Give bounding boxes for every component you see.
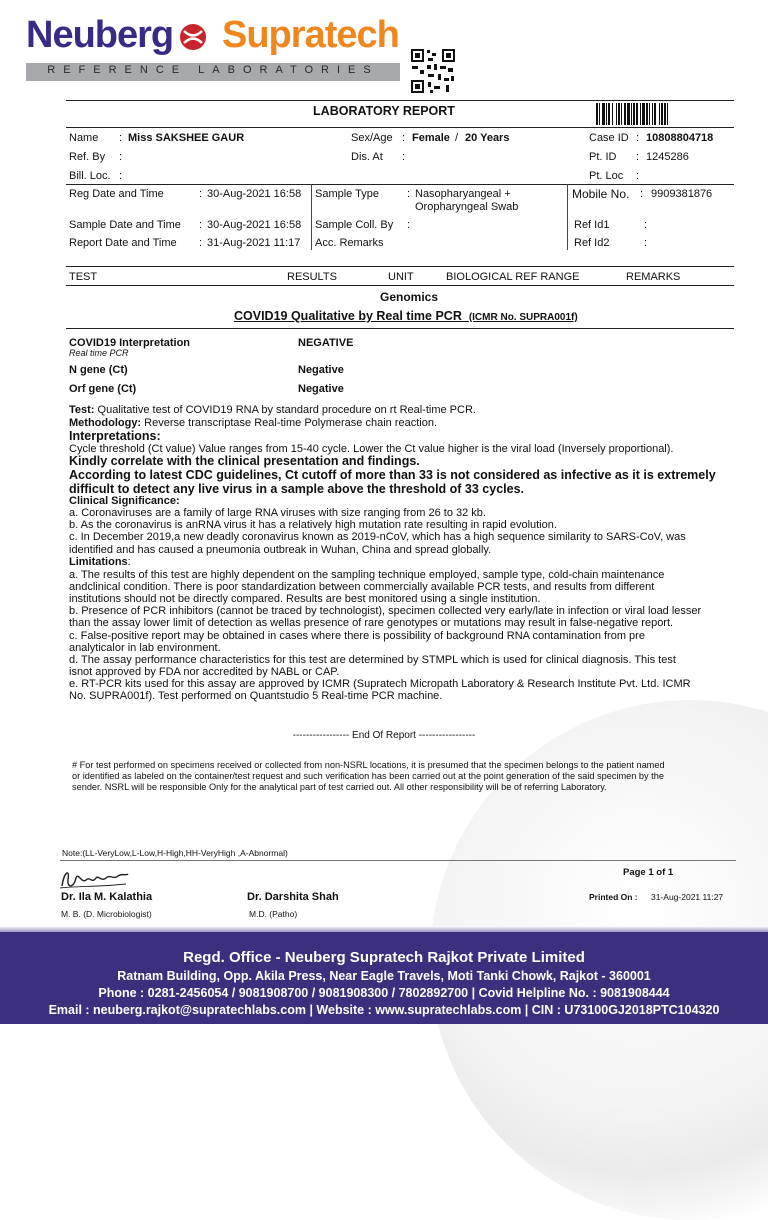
result-name: N gene (Ct) [69, 364, 128, 376]
refby-label: Ref. By [69, 151, 106, 163]
slash: / [455, 132, 459, 144]
divider [66, 184, 734, 185]
colon: : [407, 188, 411, 200]
divider [66, 328, 734, 329]
colon: : [636, 151, 640, 163]
signature-icon [58, 866, 130, 892]
colon: : [199, 219, 203, 231]
correlate-note: Kindly correlate with the clinical presentation and findings. [69, 454, 420, 468]
page-number: Page 1 of 1 [623, 867, 674, 878]
limitation-a3: institutions should not be directly compared. Results are best monitored using a single institution. [69, 593, 541, 605]
mobile-label: Mobile No. [572, 187, 630, 201]
clinical-a: a. Coronaviruses are a family of large RNA viruses with size ranging from 26 to 32 kb. [69, 507, 486, 519]
samplecoll-label: Sample Coll. By [315, 219, 394, 231]
clinical-heading: Clinical Significance: [69, 495, 180, 507]
limitation-b2: than the assay lower limit of detection as wellas presence of rare genotypes or mutations may result in false-negative report. [69, 617, 674, 629]
printed-label: Printed On : [589, 892, 638, 902]
colon: : [199, 237, 203, 249]
footer-band [0, 932, 768, 1024]
colon: : [644, 237, 648, 249]
method-note-text: Reverse transcriptase Real-time Polymerase chain reaction. [141, 417, 438, 429]
refid1-label: Ref Id1 [574, 219, 610, 231]
limitations-colon: : [127, 556, 131, 568]
colon: : [119, 132, 123, 144]
signatory-qualification: M. B. (D. Microbiologist) [61, 909, 152, 919]
end-of-report: ----------------- End Of Report ----------------- [292, 730, 476, 741]
icmr-number: (ICMR No. SUPRA001f) [468, 312, 578, 323]
col-remarks: REMARKS [626, 271, 681, 283]
reportdate-label: Report Date and Time [69, 237, 177, 249]
disclaimer-line: or identified as labeled on the container/test request and such verification has been carried out at the point generation of the said specimen by the [72, 770, 664, 781]
report-date: 31-Aug-2021 11:17 [207, 237, 301, 249]
sampledate-label: Sample Date and Time [69, 219, 181, 231]
billloc-label: Bill. Loc. [69, 170, 111, 182]
test-note [69, 404, 739, 417]
limitation-e1: e. RT-PCR kits used for this assay are approved by ICMR (Supratech Micropath Laboratory & Research Institute Pvt. Ltd. ICMR [69, 678, 691, 690]
test-name-text: COVID19 Qualitative by Real time PCR [234, 309, 462, 323]
result-value: Negative [298, 383, 344, 395]
disat-label: Dis. At [351, 151, 383, 163]
sample-type-2: Oropharyngeal Swab [415, 201, 519, 213]
col-unit: UNIT [388, 271, 414, 283]
signatory-name: Dr. Ila M. Kalathia [61, 891, 153, 903]
limitation-d2: isnot approved by FDA nor accredited by NABL or CAP. [69, 666, 340, 678]
signatory-name: Dr. Darshita Shah [247, 891, 339, 903]
divider [567, 184, 568, 250]
caseid-label: Case ID [589, 132, 629, 144]
limitation-e2: No. SUPRA001f). Test performed on Quantstudio 5 Real-time PCR machine. [69, 690, 443, 702]
result-value: NEGATIVE [298, 337, 354, 349]
col-results: RESULTS [287, 271, 337, 283]
clinical-c2: identified and has caused a pneumonia outbreak in Wuhan, China and spread globally. [69, 544, 492, 556]
limitation-d1: d. The assay performance characteristics for this test are determined by STMPL which is used for clinical diagnosis. This test [69, 654, 676, 666]
sexage-label: Sex/Age [351, 132, 393, 144]
limitation-c1: c. False-positive report may be obtained in cases where there is possibility of background RNA contamination from pre [69, 630, 645, 642]
reg-date: 30-Aug-2021 16:58 [207, 188, 302, 200]
sample-type-1: Nasopharyangeal + [415, 188, 511, 200]
mobile-number: 9909381876 [651, 188, 713, 200]
disclaimer-line: sender. NSRL will be responsible Only for the analytical part of test carried out. All other responsibility will be of referring Laboratory. [72, 781, 607, 792]
disclaimer-line: # For test performed on specimens received or collected from non-NSRL locations, it is presumed that the specimen belongs to the patient named [72, 760, 665, 770]
colon: : [402, 151, 406, 163]
divider [66, 266, 734, 267]
col-bio-ref: BIOLOGICAL REF RANGE [446, 271, 580, 283]
printed-date: 31-Aug-2021 11:27 [651, 892, 724, 902]
interp-text: Cycle threshold (Ct value) Value ranges from 15-40 cycle. Lower the Ct value higher is the viral load (Inversely proportional). [69, 443, 674, 455]
method-note-label: Methodology: [69, 417, 142, 429]
limitation-b1: b. Presence of PCR inhibitors (cannot be traced by technologist), specimen collected very early/late in infection or viral load lesser [69, 605, 702, 617]
colon: : [199, 188, 203, 200]
cdc-note-2: difficult to detect any live virus in a sample above the threshold of 33 cycles. [69, 482, 524, 496]
brand-neuberg: Neuberg [26, 14, 174, 56]
test-note-label: Test: [69, 404, 95, 416]
limitation-c2: analyticalor in lab environment. [69, 642, 221, 654]
colon: : [636, 170, 640, 182]
ptloc-label: Pt. Loc [589, 170, 624, 182]
clinical-b: b. As the coronavirus is anRNA virus it has a relatively high mutation rate resulting in rapid evolution. [69, 519, 557, 531]
col-test: TEST [69, 271, 98, 283]
colon: : [636, 132, 640, 144]
divider [66, 100, 734, 101]
refid2-label: Ref Id2 [574, 237, 610, 249]
clinical-c1: c. In December 2019,a new deadly coronavirus known as 2019-nCoV, which has a high sequence similarity to SARS-CoV, was [69, 531, 686, 543]
divider [311, 184, 312, 250]
colon: : [402, 132, 406, 144]
divider [60, 860, 736, 861]
limitations-label: Limitations [69, 556, 128, 568]
divider [66, 285, 734, 286]
result-sub: Real time PCR [69, 348, 129, 358]
result-name: Orf gene (Ct) [69, 383, 137, 395]
test-name [234, 309, 578, 323]
patient-sex: Female [412, 132, 450, 144]
name-label: Name [69, 132, 99, 144]
ptid-label: Pt. ID [589, 151, 617, 163]
cdc-note-1: According to latest CDC guidelines, Ct cutoff of more than 33 is not considered as infective as it is extremely [69, 468, 716, 482]
result-name: COVID19 Interpretation [69, 337, 191, 349]
dna-logo-icon [178, 22, 208, 52]
footer-email: Email : neuberg.rajkot@supratechlabs.com | Website : www.supratechlabs.com | CIN : U73100GJ2018PTC104320 [48, 1003, 720, 1017]
sampletype-label: Sample Type [315, 188, 380, 200]
footer-phone: Phone : 0281-2456054 / 9081908700 / 9081908300 / 7802892700 | Covid Helpline No. : 9081908444 [98, 986, 670, 1000]
limitation-a1: a. The results of this test are highly dependent on the sampling technique employed, sample type, cold-chain maintenance [69, 569, 665, 581]
patient-age: 20 Years [465, 132, 510, 144]
test-note-text: Qualitative test of COVID19 RNA by standard procedure on rt Real-time PCR. [94, 404, 476, 416]
accremarks-label: Acc. Remarks [315, 237, 384, 249]
brand-subtitle: REFERENCE LABORATORIES [47, 64, 379, 76]
brand-supratech: Supratech [222, 14, 399, 56]
footer-office: Regd. Office - Neuberg Supratech Rajkot Private Limited [183, 949, 585, 966]
qr-code-icon [410, 48, 456, 94]
colon: : [119, 151, 123, 163]
disclaimer [72, 760, 752, 792]
reg-label: Reg Date and Time [69, 188, 164, 200]
sample-date: 30-Aug-2021 16:58 [207, 219, 302, 231]
colon: : [644, 219, 648, 231]
limitation-a2: andclinical condition. There is poor standardization between commercially available PCR tests, and results from different [69, 581, 655, 593]
barcode-icon [595, 103, 707, 125]
interp-heading: Interpretations: [69, 429, 161, 443]
colon: : [640, 188, 644, 200]
patient-id: 1245286 [646, 151, 689, 163]
footer-address: Ratnam Building, Opp. Akila Press, Near Eagle Travels, Moti Tanki Chowk, Rajkot - 360001 [117, 969, 651, 983]
limitations-heading [69, 556, 739, 569]
method-note [69, 417, 739, 430]
case-id: 10808804718 [646, 132, 714, 144]
signatory-qualification: M.D. (Patho) [249, 909, 298, 919]
colon: : [119, 170, 123, 182]
divider [66, 127, 734, 128]
patient-name: Miss SAKSHEE GAUR [128, 132, 245, 144]
result-value: Negative [298, 364, 344, 376]
report-title: LABORATORY REPORT [313, 104, 455, 118]
legend-note: Note:(LL-VeryLow,L-Low,H-High,HH-VeryHigh ,A-Abnormal) [62, 848, 288, 858]
colon: : [407, 219, 411, 231]
department: Genomics [379, 290, 439, 304]
